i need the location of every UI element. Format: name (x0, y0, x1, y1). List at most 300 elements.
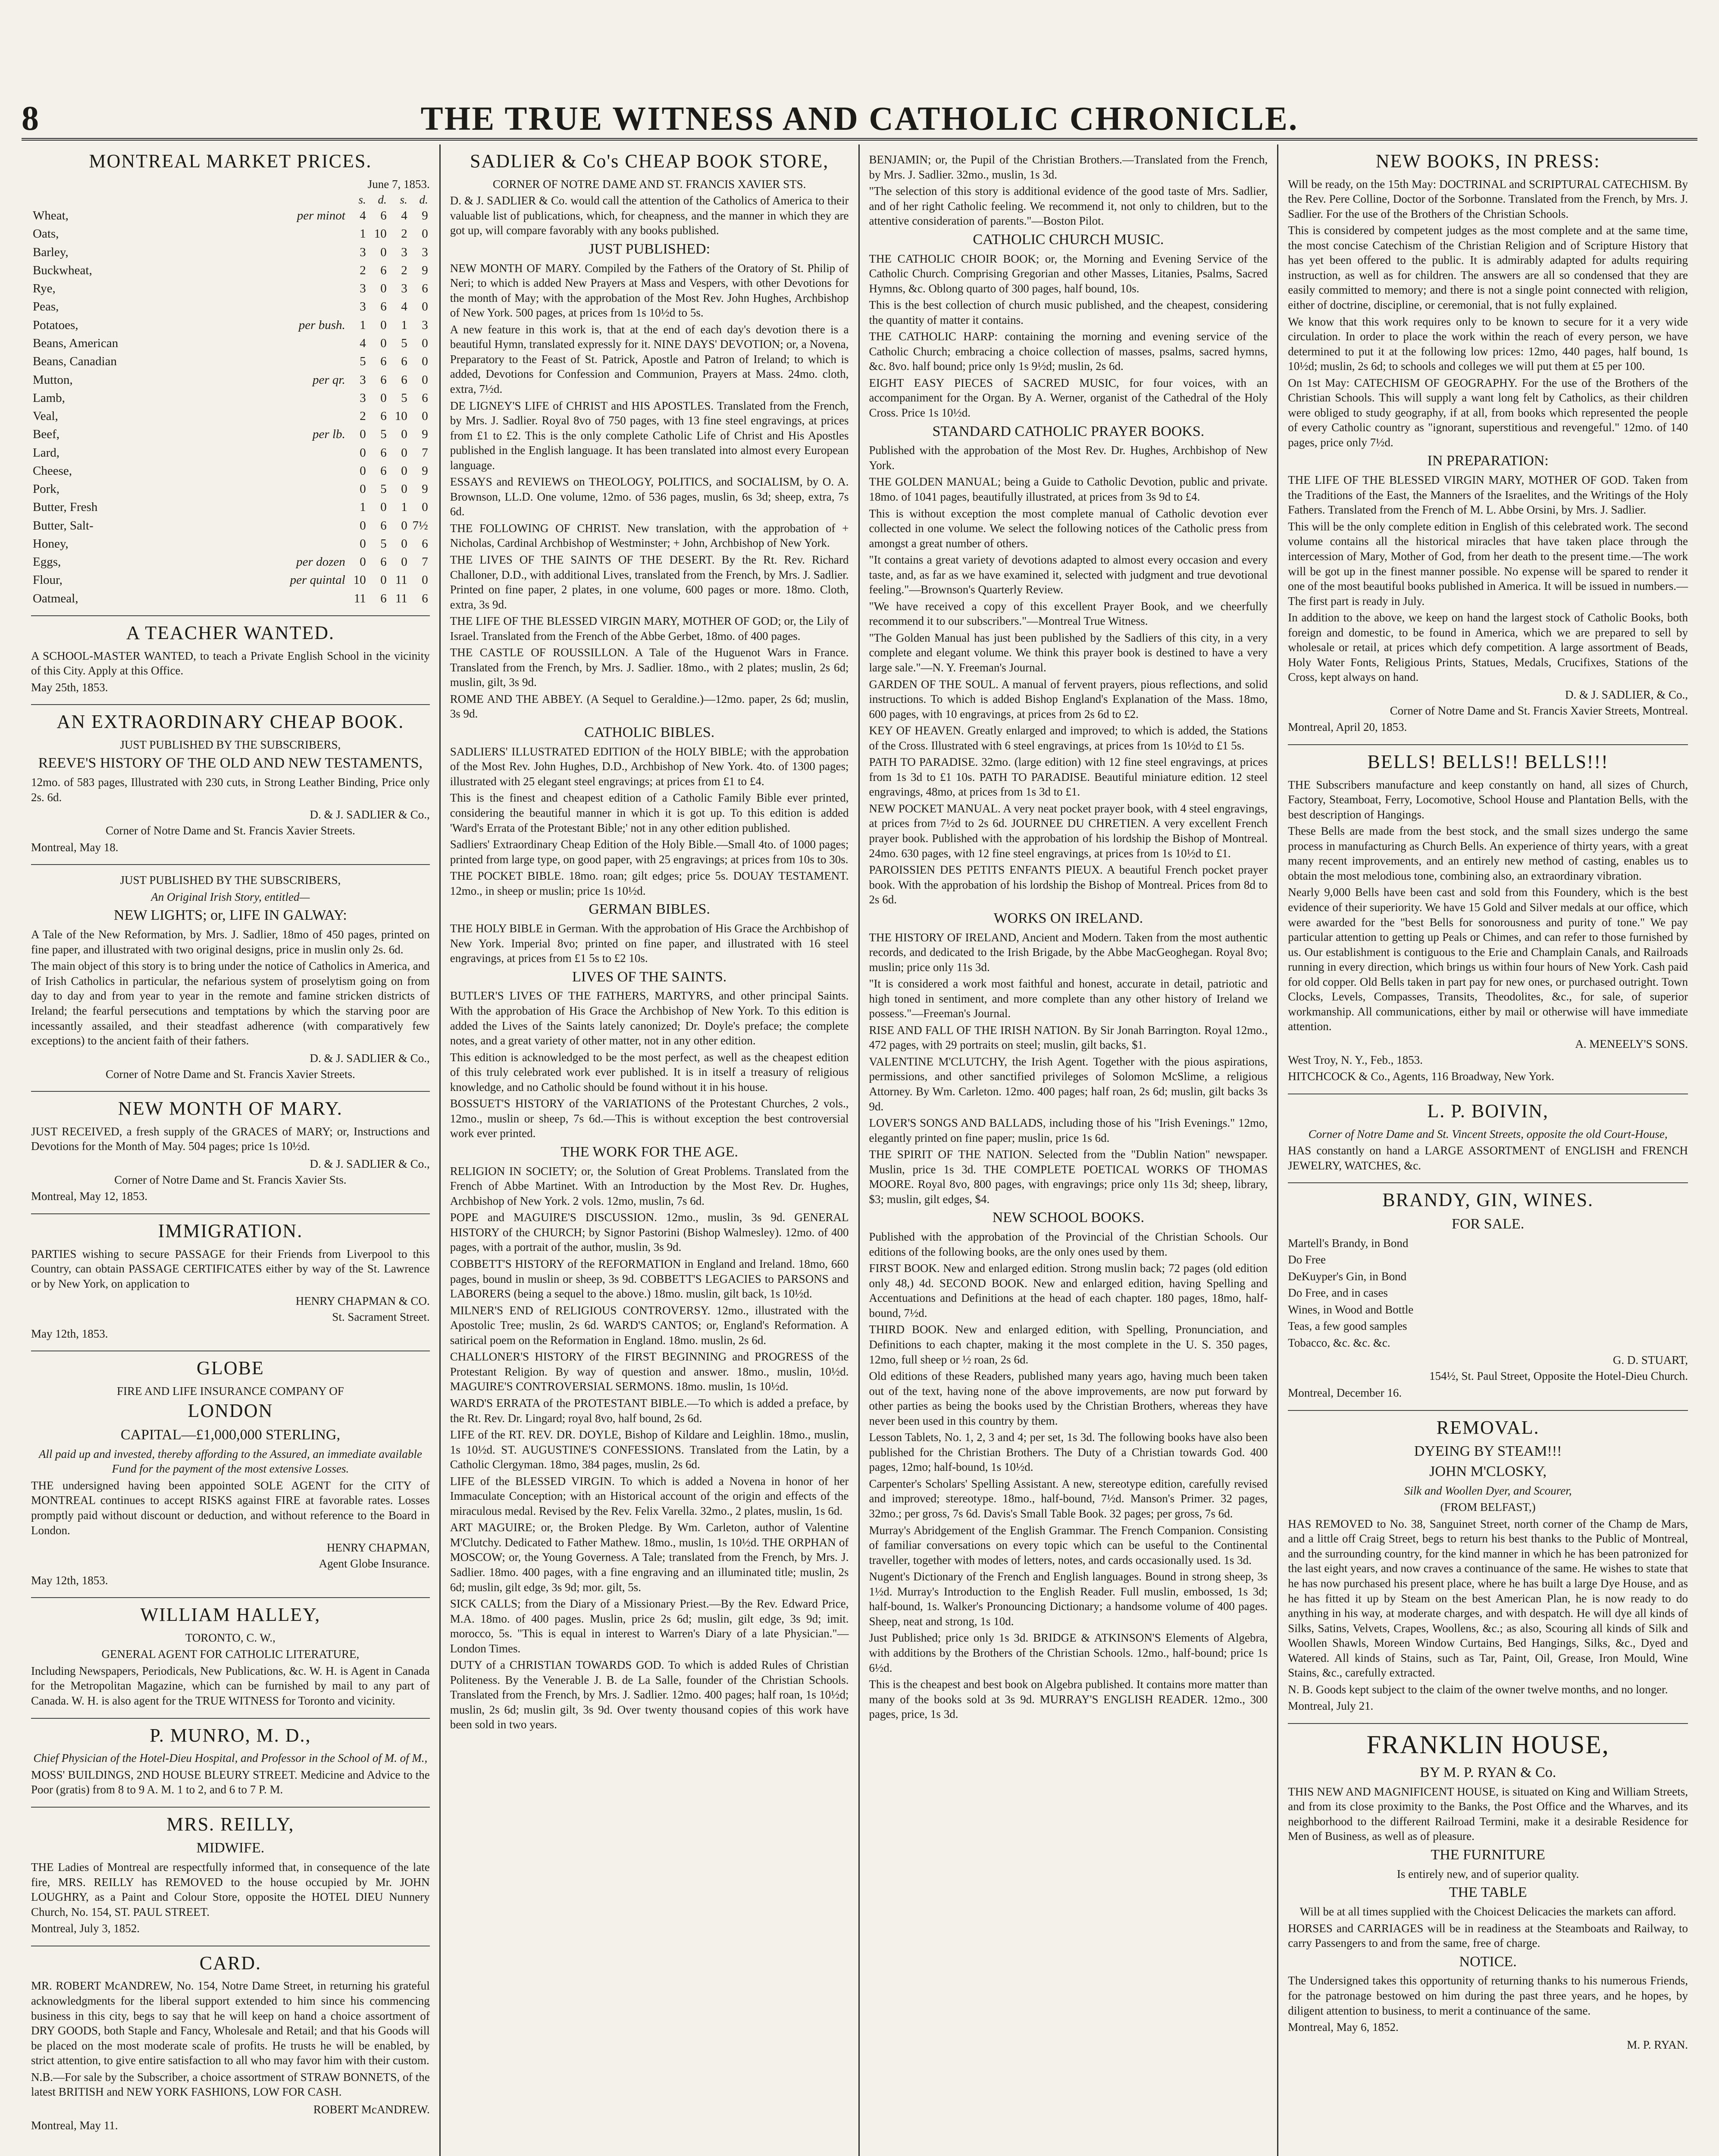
school-books-heading: NEW SCHOOL BOOKS. (992, 1210, 1145, 1226)
immigration-body: PARTIES wishing to secure PASSAGE for their Friends from Liverpool to this Country, can obtain PASSAGE CERTIFICATES either by way of the St. Lawrence or by New York, on application to (31, 1247, 430, 1290)
price-cell-c: 5 (401, 336, 407, 350)
price-cell-b: 5 (380, 482, 387, 496)
press-entry: This is considered by competent judges as the most complete and at the same time, the most concise Catechism of the Christian Religion and of Scripture History that has yet been offered to the public. It is admirably adapted for adults requiring instruction, as well as for children. The answers are all so condensed that they are easily committed to memory; and there is not a single point connected with religion, either of doctrine, discipline, or ceremonial, that is not fully explained. (1288, 224, 1688, 311)
price-row (31, 352, 430, 370)
globe-sub: FIRE AND LIFE INSURANCE COMPANY OF (116, 1384, 344, 1398)
book-entry: Nugent's Dictionary of the French and English languages. Bound in strong sheep, 3s 1½d. Murray's Introduction to the English Reader. Full muslin, embossed, 1s 3d; half-bound, 1s. Walker's Pronouncing Dictionary; a handsome volume of 400 pages. Sheep, neat and strong, 1s 10d. (869, 1570, 1268, 1628)
prep-date: Montreal, April 20, 1853. (1288, 721, 1407, 734)
dyeing-heading: DYEING BY STEAM!!! (1414, 1443, 1562, 1460)
bookstore-intro: D. & J. SADLIER & Co. would call the attention of the Catholics of America to their valuable list of publications, which, for cheapness, and the manner in which they are got up, will compare favorably with any books published. (450, 194, 849, 237)
munro-heading: P. MUNRO, M. D., (150, 1724, 311, 1746)
price-row (31, 517, 430, 535)
price-row (31, 261, 430, 279)
teacher-wanted (31, 616, 430, 705)
card-signature: ROBERT McANDREW. (313, 2103, 430, 2116)
price-cell-item: Wheat, (33, 209, 69, 223)
boivin-body: HAS constantly on hand a LARGE ASSORTMENT of ENGLISH and FRENCH JEWELRY, WATCHES, &c. (1288, 1144, 1688, 1172)
price-cell-b: 0 (380, 336, 387, 350)
month-mary-body: JUST RECEIVED, a fresh supply of the GRACES of MARY; or, Instructions and Devotions for the Month of May. 504 pages; price 1s 10½d. (31, 1125, 430, 1153)
price-cell-c: 0 (401, 555, 407, 569)
price-cell-item: Potatoes, (33, 318, 78, 332)
cheap-book-signature: D. & J. SADLIER & Co., (310, 808, 430, 821)
immigration-signature: HENRY CHAPMAN & CO. (295, 1294, 430, 1308)
globe-note: All paid up and invested, thereby affording to the Assured, an immediate available Fund for the payment of the most extensive Losses. (38, 1447, 422, 1476)
catholic-bibles-heading: CATHOLIC BIBLES. (584, 724, 715, 740)
cheap-book-heading: AN EXTRAORDINARY CHEAP BOOK. (56, 711, 404, 733)
price-cell-unit: per bush. (298, 318, 345, 332)
immigration-address: St. Sacrament Street. (332, 1310, 430, 1324)
price-cell-unit (266, 462, 347, 480)
column-1 (22, 144, 441, 2156)
halley-sub: TORONTO, C. W., (185, 1631, 276, 1644)
price-cell-unit (266, 334, 347, 352)
book-entry: ART MAGUIRE; or, the Broken Pledge. By Wm. Carleton, author of Valentine M'Clutchy. Dedicated to Father Mathew. 18mo., muslin, 1s 10½d. THE ORPHAN of MOSCOW; or, the Young Governess. A Tale; translated from the French, by Mrs. J. Sadlier. 18mo. 400 pages, with a fine engraving and an illuminated title; muslin, 2s 6d; muslin, gilt edge, 3s 9d; mor. gilt, 5s. (450, 1521, 849, 1594)
price-cell-item: Eggs, (33, 555, 61, 569)
immigration-heading: IMMIGRATION. (158, 1220, 303, 1241)
price-cell-a: 3 (360, 282, 366, 296)
month-of-mary-ad (31, 1092, 430, 1214)
cheap-book-date: Montreal, May 18. (31, 840, 119, 854)
price-cell-unit (266, 407, 347, 425)
munro-body: MOSS' BUILDINGS, 2ND HOUSE BLEURY STREET. Medicine and Advice to the Poor (gratis) from 8 to 9 A. M. 1 to 2, and 6 to 7 P. M. (31, 1768, 430, 1796)
brandy-line: Teas, a few good samples (1288, 1319, 1407, 1333)
bookstore-heading: SADLIER & Co's CHEAP BOOK STORE, (470, 150, 829, 172)
teacher-body: A SCHOOL-MASTER WANTED, to teach a Private English School in the vicinity of this City. Apply at this Office. (31, 649, 430, 677)
book-entry: THE CATHOLIC HARP: containing the morning and evening service of the Catholic Church; embracing a choice collection of masses, psalms, sacred hymns, &c. 8vo. half bound; price only 1s 9½d; muslin, 2s 6d. (869, 330, 1268, 373)
unit-header: d. (419, 193, 428, 207)
price-rows (31, 207, 430, 608)
brandy-address: 154½, St. Paul Street, Opposite the Hotel-Dieu Church. (1429, 1369, 1688, 1383)
press-entry: Will be ready, on the 15th May: DOCTRINAL and SCRIPTURAL CATECHISM. By the Rev. Pere Colline, Doctor of the Sorbonne. Translated from the French, by Mrs. J. Sadlier. For the use of the Brothers of the Christian Schools. (1288, 177, 1688, 220)
book-entry: SADLIERS' ILLUSTRATED EDITION of the HOLY BIBLE; with the approbation of the Most Rev. John Hughes, D.D., Archbishop of New York. 4to. of 1300 pages; illustrated with 25 elegant steel engravings; at prices from £1 to £4. (450, 745, 849, 788)
book-entry: Murray's Abridgement of the English Grammar. The French Companion. Consisting of familiar conversations on every topic which can be useful to the Continental traveller, together with modes of letters, notes, and cards occasionally used. 1s 3d. (869, 1523, 1268, 1567)
price-cell-d: 0 (422, 300, 428, 314)
book-entry: Published with the approbation of the Provincial of the Christian Schools. Our editions of the following books, are the only ones used by them. (869, 1230, 1268, 1258)
book-entry: "It is considered a work most faithful and honest, accurate in detail, patriotic and high toned in sentiment, and more complete than any other history of Ireland we possess."—Freeman's Journal. (869, 977, 1268, 1020)
price-cell-c: 0 (401, 518, 407, 533)
new-lights-body: The main object of this story is to bring under the notice of Catholics in America, and of Irish Catholics in particular, the nefarious system of proselytism going on from day to day and from year to year in the remote and famine stricken districts of Ireland; the fearful persecutions and temptations by which the starving poor are incessantly assailed, and their steadfast adherence (with comparatively few exceptions) to the ancient faith of their fathers. (31, 959, 430, 1047)
book-entry: GARDEN OF THE SOUL. A manual of fervent prayers, pious reflections, and solid instructions. To which is added Bishop England's Explanation of the Mass. 18mo, 600 pages, with 10 engravings, at prices from 2s 6d to £2. (869, 677, 1268, 721)
price-cell-c: 4 (401, 300, 407, 314)
month-mary-heading: NEW MONTH OF MARY. (118, 1098, 343, 1119)
book-entry: NEW POCKET MANUAL. A very neat pocket prayer book, with 4 steel engravings, at prices from 7½d to 2s 6d. JOURNEE DU CHRETIEN. A very excellent French prayer book. Published with the approbation of his lordship the Bishop of Montreal. 24mo. 630 pages, with 12 fine steel engravings, at prices from 1s 10½d to £1. (869, 802, 1268, 860)
price-cell-c: 0 (401, 445, 407, 460)
prep-signature: D. & J. SADLIER, & Co., (1565, 688, 1688, 701)
price-row (31, 334, 430, 352)
price-cell-c: 10 (395, 409, 407, 423)
cheap-book-intro: JUST PUBLISHED BY THE SUBSCRIBERS, (120, 738, 341, 751)
price-cell-b: 6 (380, 445, 387, 460)
brandy-sub: FOR SALE. (1452, 1216, 1525, 1232)
book-entry: POPE and MAGUIRE'S DISCUSSION. 12mo., muslin, 3s 9d. GENERAL HISTORY of the CHURCH; by Signor Pastorini (Bishop Walmesley). 12mo. of 400 pages, with a portrait of the author, muslin, 3s 9d. (450, 1211, 849, 1254)
price-cell-a: 4 (360, 209, 366, 223)
notice-heading: NOTICE. (1459, 1953, 1517, 1970)
price-cell-b: 0 (380, 245, 387, 259)
munro-ad (31, 1719, 430, 1808)
price-cell-unit (266, 279, 347, 298)
book-entry: This is the cheapest and best book on Algebra published. It contains more matter than many of the books sold at 3s 9d. MURRAY'S ENGLISH READER. 12mo., 300 pages, price, 1s 3d. (869, 1678, 1268, 1721)
german-bibles-heading: GERMAN BIBLES. (589, 901, 710, 918)
removal-date: Montreal, July 21. (1288, 1699, 1374, 1713)
globe-date: May 12th, 1853. (31, 1573, 108, 1587)
price-cell-d: 7 (422, 445, 428, 460)
brandy-date: Montreal, December 16. (1288, 1386, 1402, 1399)
works-ireland-heading: WORKS ON IRELAND. (993, 910, 1143, 926)
price-cell-unit (266, 298, 347, 316)
columns (22, 144, 1697, 2156)
price-cell-a: 0 (360, 445, 366, 460)
price-cell-d: 6 (422, 591, 428, 605)
franklin-house-ad (1288, 1724, 1688, 2059)
price-cell-d: 3 (422, 318, 428, 332)
price-row (31, 462, 430, 480)
price-cell-a: 2 (360, 263, 366, 277)
price-cell-a: 3 (360, 373, 366, 387)
unit-header: d. (378, 193, 387, 207)
price-cell-item: Beans, Canadian (33, 354, 117, 369)
teacher-date: May 25th, 1853. (31, 680, 108, 694)
halley-ad (31, 1598, 430, 1718)
reilly-date: Montreal, July 3, 1852. (31, 1922, 140, 1935)
book-entry: VALENTINE M'CLUTCHY, the Irish Agent. Together with the pious aspirations, permissions, and other sanctified privileges of Solomon McSlime, a religious Attorney. By Wm. Carleton. 12mo. 400 pages; half roan, 2s 6d; muslin, gilt backs 3s 9d. (869, 1055, 1268, 1113)
month-mary-date: Montreal, May 12, 1853. (31, 1190, 147, 1203)
price-cell-item: Oatmeal, (33, 591, 78, 605)
price-row (31, 316, 430, 334)
bookstore-sub: CORNER OF NOTRE DAME AND ST. FRANCIS XAVIER STS. (492, 177, 806, 191)
price-row (31, 371, 430, 389)
price-row (31, 407, 430, 425)
book-entry: NEW MONTH OF MARY. Compiled by the Fathers of the Oratory of St. Philip of Neri; to which is added New Prayers at Mass and Vespers, with other Devotions for the month of May; with the approbation of the Most Rev. John Hughes, Archbishop of New York. 500 pages, at prices from 1s 10½d to 5s. (450, 261, 849, 320)
price-cell-a: 3 (360, 245, 366, 259)
price-cell-item: Veal, (33, 409, 58, 423)
price-cell-a: 3 (360, 300, 366, 314)
book-entry: Just Published; price only 1s 3d. BRIDGE & ATKINSON'S Elements of Algebra, with additions by the Brothers of the Christian Schools. 12mo., half-bound; price 1s 6½d. (869, 1631, 1268, 1674)
card-heading: CARD. (199, 1952, 261, 1974)
book-entry: LOVER'S SONGS AND BALLADS, including those of his "Irish Evenings." 12mo, elegantly printed on fine paper; muslin, price 1s 6d. (869, 1116, 1268, 1144)
price-cell-a: 0 (360, 536, 366, 551)
card-body: MR. ROBERT McANDREW, No. 154, Notre Dame Street, in returning his grateful acknowledgments for the liberal support extended to him since his commencing business in this city, begs to say that he will keep on hand a choice assortment of DRY GOODS, both Staple and Fancy, Wholesale and Retail; and that his Goods will be placed on the most moderate scale of profits. He trusts he will be enabled, by strict attention, to give entire satisfaction to all who may favor him with their custom. (31, 1979, 430, 2067)
franklin-heading: FRANKLIN HOUSE, (1366, 1730, 1609, 1759)
price-row (31, 225, 430, 243)
price-cell-b: 6 (380, 354, 387, 369)
price-cell-c: 0 (401, 482, 407, 496)
price-row (31, 279, 430, 298)
globe-heading: GLOBE (197, 1357, 264, 1379)
bells-date: West Troy, N. Y., Feb., 1853. (1288, 1053, 1423, 1066)
price-cell-c: 2 (401, 227, 407, 241)
book-entry: THE HISTORY OF IRELAND, Ancient and Modern. Taken from the most authentic records, and dedicated to the Irish Brigade, by the Abbe MacGeoghegan. Royal 8vo; muslin; price only 11s 3d. (869, 931, 1268, 974)
book-entry: THE GOLDEN MANUAL; being a Guide to Catholic Devotion, public and private. 18mo. of 1041 pages, beautifully illustrated, at prices from 3s 9d to £4. (869, 475, 1268, 503)
price-cell-d: 0 (422, 573, 428, 587)
price-cell-c: 1 (401, 318, 407, 332)
page-number: 8 (22, 100, 39, 138)
removal-heading: REMOVAL. (1436, 1416, 1540, 1438)
price-cell-b: 6 (380, 209, 387, 223)
book-entry: WARD'S ERRATA of the PROTESTANT BIBLE.—To which is added a preface, by the Rt. Rev. Dr. Lingard; royal 8vo, half bound, 2s 6d. (450, 1396, 849, 1425)
teacher-heading: A TEACHER WANTED. (126, 622, 335, 643)
book-entry: This is the best collection of church music published, and the cheapest, considering the quantity of matter it contains. (869, 298, 1268, 326)
price-cell-unit (266, 535, 347, 553)
price-cell-item: Butter, Fresh (33, 500, 98, 514)
price-cell-c: 2 (401, 263, 407, 277)
book-entry: Sadliers' Extraordinary Cheap Edition of the Holy Bible.—Small 4to. of 1000 pages; printed from large type, on good paper, with 25 engravings; at prices from 10s to 30s. (450, 838, 849, 866)
price-cell-a: 2 (360, 409, 366, 423)
price-cell-c: 6 (401, 354, 407, 369)
price-cell-unit: per qr. (313, 373, 345, 387)
new-lights-body: A Tale of the New Reformation, by Mrs. J. Sadlier, 18mo of 450 pages, printed on fine paper, and illustrated with two original designs, price in muslin only 2s. 6d. (31, 928, 430, 956)
price-cell-item: Flour, (33, 573, 63, 587)
price-row (31, 298, 430, 316)
book-entry: This edition is acknowledged to be the most perfect, as well as the cheapest edition of this truly celebrated work ever published. It is in itself a treasury of religious knowledge, and no Catholic should be found without it in his house. (450, 1050, 849, 1094)
price-cell-a: 3 (360, 391, 366, 405)
price-cell-d: 9 (422, 464, 428, 478)
book-entry: THE CASTLE OF ROUSSILLON. A Tale of the Huguenot Wars in France. Translated from the French, by Mrs. J. Sadlier. 18mo., with 2 plates; muslin, 2s 6d; muslin, gilt, 3s 9d. (450, 646, 849, 689)
book-entry: THE POCKET BIBLE. 18mo. roan; gilt edges; price 5s. DOUAY TESTAMENT. 12mo., in sheep or muslin; price 1s 10½d. (450, 869, 849, 897)
price-cell-c: 0 (401, 427, 407, 442)
new-lights-intro: JUST PUBLISHED BY THE SUBSCRIBERS, (120, 874, 341, 887)
franklin-body: THIS NEW AND MAGNIFICENT HOUSE, is situated on King and William Streets, and from its close proximity to the Banks, the Post Office and the Wharves, and its neighborhood to the different Railroad Termini, make it a desirable Residence for Men of Business, as well as of pleasure. (1288, 1785, 1688, 1843)
price-cell-unit: per lb. (313, 427, 345, 442)
franklin-signature: M. P. RYAN. (1627, 2038, 1688, 2051)
price-cell-item: Lard, (33, 445, 59, 460)
book-entry: "We have received a copy of this excellent Prayer Book, and we cheerfully recommend it to our subscribers."—Montreal True Witness. (869, 599, 1268, 628)
book-entry: ROME AND THE ABBEY. (A Sequel to Geraldine.)—12mo. paper, 2s 6d; muslin, 3s 9d. (450, 692, 849, 721)
cheap-book-title: REEVE'S HISTORY OF THE OLD AND NEW TESTAMENTS, (38, 755, 423, 771)
price-cell-b: 0 (380, 500, 387, 514)
price-cell-b: 6 (380, 518, 387, 533)
munro-sub: Chief Physician of the Hotel-Dieu Hospital, and Professor in the School of M. of M., (33, 1752, 428, 1765)
price-cell-a: 0 (360, 555, 366, 569)
price-cell-a: 0 (360, 482, 366, 496)
book-entry: "The selection of this story is additional evidence of the good taste of Mrs. Sadlier, and of her right Catholic feeling. We recommend it, not only to children, but to the attentive consideration of parents."—Boston Pilot. (869, 185, 1268, 228)
sadlier-bookstore-ad (450, 144, 849, 1742)
church-music-heading: CATHOLIC CHURCH MUSIC. (973, 231, 1164, 248)
boivin-sub: Corner of Notre Dame and St. Vincent Streets, opposite the old Court-House, (1308, 1127, 1668, 1141)
reilly-body: THE Ladies of Montreal are respectfully informed that, in consequence of the late fire, MRS. REILLY has REMOVED to the house occupied by Mr. JOHN LOUGHRY, as a Paint and Colour Store, opposite the HOTEL DIEU Nunnery Church, No. 154, ST. PAUL STREET. (31, 1861, 430, 1918)
price-cell-b: 6 (380, 373, 387, 387)
price-cell-b: 0 (380, 318, 387, 332)
furniture-text: Is entirely new, and of superior quality. (1396, 1867, 1579, 1880)
price-cell-item: Beans, American (33, 336, 119, 350)
new-lights-signature: D. & J. SADLIER & Co., (310, 1051, 430, 1065)
price-cell-unit (266, 517, 347, 535)
price-cell-unit (266, 389, 347, 407)
brandy-signature: G. D. STUART, (1613, 1354, 1688, 1367)
price-cell-b: 6 (380, 555, 387, 569)
price-cell-c: 0 (401, 536, 407, 551)
immigration-date: May 12th, 1853. (31, 1327, 108, 1340)
boivin-ad (1288, 1094, 1688, 1183)
brandy-line: Tobacco, &c. &c. &c. (1288, 1336, 1390, 1349)
price-cell-b: 6 (380, 409, 387, 423)
price-cell-unit (266, 498, 347, 516)
price-cell-d: 0 (422, 227, 428, 241)
price-row (31, 589, 430, 608)
masthead (22, 86, 1697, 141)
price-cell-item: Rye, (33, 282, 56, 296)
dyer-from: (FROM BELFAST,) (1440, 1501, 1536, 1514)
dyer-trade: Silk and Woollen Dyer, and Scourer, (1404, 1484, 1572, 1497)
newspaper-title: THE TRUE WITNESS AND CATHOLIC CHRONICLE. (420, 100, 1299, 137)
price-cell-d: 0 (422, 409, 428, 423)
price-cell-d: 0 (422, 500, 428, 514)
reilly-heading: MRS. REILLY, (166, 1813, 294, 1835)
price-cell-d: 6 (422, 536, 428, 551)
globe-insurance-ad (31, 1351, 430, 1598)
book-entry: THE LIVES OF THE SAINTS OF THE DESERT. By the Rt. Rev. Richard Challoner, D.D., with additional Lives, translated from the French, by Mrs. J. Sadlier. Printed on fine paper, 2 plates, in one volume, 600 pages or more. 18mo. Cloth, extra, 3s 9d. (450, 553, 849, 611)
book-entry: THE FOLLOWING OF CHRIST. New translation, with the approbation of + Nicholas, Cardinal Archbishop of Westminster; + John, Archbishop of New York. (450, 521, 849, 550)
column-2 (441, 144, 860, 2156)
globe-signature: HENRY CHAPMAN, (326, 1541, 430, 1554)
price-cell-d: 9 (422, 263, 428, 277)
prayer-books-heading: STANDARD CATHOLIC PRAYER BOOKS. (932, 423, 1205, 439)
price-cell-c: 1 (401, 500, 407, 514)
just-published-heading: JUST PUBLISHED: (589, 241, 711, 257)
price-cell-d: 0 (422, 336, 428, 350)
cheap-book-ad (31, 705, 430, 865)
brandy-line: Martell's Brandy, in Bond (1288, 1236, 1409, 1250)
price-cell-unit (266, 225, 347, 243)
book-entry: ESSAYS and REVIEWS on THEOLOGY, POLITICS, and SOCIALISM, by O. A. Brownson, LL.D. One volume, 12mo. of 536 pages, muslin, 6s 3d; sheep, extra, 7s 6d. (450, 475, 849, 518)
bells-heading: BELLS! BELLS!! BELLS!!! (1367, 751, 1609, 772)
bells-agent: HITCHCOCK & Co., Agents, 116 Broadway, New York. (1288, 1070, 1554, 1083)
brandy-line: Do Free (1288, 1253, 1326, 1266)
press-heading: NEW BOOKS, IN PRESS: (1375, 150, 1600, 172)
immigration-ad (31, 1214, 430, 1351)
price-cell-a: 4 (360, 336, 366, 350)
book-entry: DE LIGNEY'S LIFE of CHRIST and HIS APOSTLES. Translated from the French, by Mrs. J. Sadlier. Royal 8vo of 750 pages, with 13 fine steel engravings, at prices from £1 to £2. This is the only complete Catholic Life of Christ and His Apostles published in the English language. It has been translated into almost every European language. (450, 399, 849, 472)
price-cell-unit (266, 444, 347, 462)
price-row (31, 535, 430, 553)
franklin-sub: BY M. P. RYAN & Co. (1420, 1764, 1556, 1780)
book-entry: DUTY of a CHRISTIAN TOWARDS GOD. To which is added Rules of Christian Politeness. By the Venerable J. B. de La Salle, founder of the Christian Schools. Translated from the French, by Mrs. J. Sadlier. 12mo. 400 pages; half roan, 1s 10½d; muslin, 2s 6d; muslin gilt, 3s 9d. Over twenty thousand copies of this work have been sold in two years. (450, 1658, 849, 1731)
price-row (31, 553, 430, 571)
price-cell-a: 11 (354, 591, 366, 605)
price-row (31, 425, 430, 443)
price-cell-d: 7½ (412, 518, 428, 533)
card-ad (31, 1946, 430, 2143)
price-cell-b: 0 (380, 573, 387, 587)
price-cell-d: 9 (422, 482, 428, 496)
price-cell-a: 0 (360, 518, 366, 533)
globe-capital: CAPITAL—£1,000,000 STERLING, (120, 1427, 340, 1443)
brandy-line: DeKuyper's Gin, in Bond (1288, 1269, 1407, 1283)
book-entry: THE SPIRIT OF THE NATION. Selected from the "Dublin Nation" newspaper. Muslin, price 1s 3d. THE COMPLETE POETICAL WORKS OF THOMAS MOORE. Royal 8vo, 800 pages, with engravings; price only 11s 3d; sheep, library, $3; muslin, gilt edges, $4. (869, 1148, 1268, 1206)
book-entry: Lesson Tablets, No. 1, 2, 3 and 4; per set, 1s 3d. The following books have also been published for the Christian Brothers. The Duty of a Christian towards God. 400 pages, 12mo; half-bound, 1s 10½d. (869, 1431, 1268, 1474)
prep-entry: This will be the only complete edition in English of this celebrated work. The second volume contains all the historical miracles that have taken place through the intercession of Mary, Mother of God, from her death to the present time.—The work will be got up in the finest manner possible. No expense will be spared to render it one of the most beautiful books published in America. It will be issued in numbers.—The first part is ready in July. (1288, 520, 1688, 608)
lives-saints-heading: LIVES OF THE SAINTS. (572, 968, 727, 985)
price-cell-c: 3 (401, 245, 407, 259)
book-entry: A new feature in this work is, that at the end of each day's devotion there is a beautiful Hymn, translated expressly for it. NINE DAYS' DEVOTION; or, a Novena, Preparatory to the Feast of St. Patrick, Apostle and Patron of Ireland; to which is added, Devotions for Confession and Communion, Prayers at Mass. 24mo. cloth, extra, 7½d. (450, 323, 849, 395)
prep-address: Corner of Notre Dame and St. Francis Xavier Streets, Montreal. (1390, 704, 1688, 717)
price-cell-d: 6 (422, 282, 428, 296)
price-cell-d: 6 (422, 391, 428, 405)
price-cell-item: Lamb, (33, 391, 65, 405)
price-cell-item: Oats, (33, 227, 59, 241)
price-cell-a: 1 (360, 500, 366, 514)
book-entry: LIFE of the BLESSED VIRGIN. To which is added a Novena in honor of her Immaculate Conception; with an Historical account of the origin and effects of the miraculous medal. Revised by the Rev. Felix Varella. 32mo., 2 plates, muslin, 1s 6d. (450, 1474, 849, 1517)
furniture-heading: THE FURNITURE (1431, 1846, 1545, 1863)
price-cell-b: 0 (380, 282, 387, 296)
price-cell-unit: per quintal (290, 573, 345, 587)
price-cell-item: Cheese, (33, 464, 72, 478)
book-entry: "The Golden Manual has just been published by the Sadliers of this city, in a very complete and elegant volume. We think this prayer book is destined to have a very large sale."—N. Y. Freeman's Journal. (869, 631, 1268, 674)
market-date: June 7, 1853. (367, 177, 430, 191)
brandy-line: Wines, in Wood and Bottle (1288, 1303, 1414, 1316)
price-cell-a: 1 (360, 227, 366, 241)
price-cell-c: 6 (401, 373, 407, 387)
market-prices (31, 144, 430, 616)
price-cell-b: 6 (380, 591, 387, 605)
price-cell-unit: per minot (297, 209, 345, 223)
book-entry: Published with the approbation of the Most Rev. Dr. Hughes, Archbishop of New York. (869, 444, 1268, 472)
price-row (31, 444, 430, 462)
new-lights-title: NEW LIGHTS; or, LIFE IN GALWAY: (114, 907, 347, 924)
price-cell-item: Peas, (33, 300, 59, 314)
price-cell-a: 5 (360, 354, 366, 369)
book-entry: PAROISSIEN DES PETITS ENFANTS PIEUX. A beautiful French pocket prayer book. With the approbation of his lordship the Bishop of Montreal. Prices from 8d to 2s 6d. (869, 863, 1268, 906)
book-entry: THIRD BOOK. New and enlarged edition, with Spelling, Pronunciation, and Definitions to each chapter, making it the most complete in the U. S. 350 pages, 12mo, full sheep or ½ roan, 2s 6d. (869, 1323, 1268, 1366)
unit-header: s. (358, 193, 366, 207)
price-table (31, 193, 430, 608)
price-cell-c: 4 (401, 209, 407, 223)
price-cell-c: 0 (401, 464, 407, 478)
price-cell-d: 0 (422, 354, 428, 369)
dyer-name: JOHN M'CLOSKY, (1429, 1463, 1547, 1479)
book-entry: KEY OF HEAVEN. Greatly enlarged and improved; to which is added, the Stations of the Cross. Illustrated with 6 steel engravings, at prices from 1s 10½d to £1 5s. (869, 724, 1268, 752)
book-entry: BOSSUET'S HISTORY of the VARIATIONS of the Protestant Churches, 2 vols., 12mo., muslin or sheep, 7s 6d.—This is without exception the best controversial work ever printed. (450, 1097, 849, 1140)
price-cell-item: Barley, (33, 245, 69, 259)
book-entry: This is without exception the most complete manual of Catholic devotion ever collected in one volume. We select the following notices of the Catholic press from amongst a great number of others. (869, 507, 1268, 550)
removal-body: HAS REMOVED to No. 38, Sanguinet Street, north corner of the Champ de Mars, and a little off Craig Street, begs to return his best thanks to the Public of Montreal, and the surrounding country, for the kind manner in which he has been patronized for the last eight years, and now craves a continuance of the same. He wishes to state that he has now purchased his present place, where he has built a large Dye House, and as he has fitted it up by Steam on the best American Plan, he is now ready to do anything in his way, at moderate charges, and with despatch. He will dye all kinds of Silks, Satins, Velvets, Crapes, Woollens, &c.; as also, Scouring all kinds of Silk and Woollen Shawls, Moreen Window Curtains, Bed Hangings, Silks, &c., Dyed and Watered. All kinds of Stains, such as Tar, Paint, Oil, Grease, Iron Mould, Wine Stains, &c., carefully extracted. (1288, 1517, 1688, 1680)
work-for-age-heading: THE WORK FOR THE AGE. (560, 1144, 738, 1160)
book-entry: BUTLER'S LIVES OF THE FATHERS, MARTYRS, and other principal Saints. With the approbation of His Grace the Archbishop of New York. To this edition is added the Lives of the Saints lately canonized; Dr. Doyle's preface; the complete notes, and a great variety of other matter, not in any other edition. (450, 989, 849, 1047)
franklin-date: Montreal, May 6, 1852. (1288, 2021, 1399, 2034)
price-cell-item: Pork, (33, 482, 60, 496)
price-cell-unit (266, 261, 347, 279)
book-entry: "It contains a great variety of devotions adapted to almost every occasion and every taste, and, as far as we have examined it, selected with judgment and true devotional feeling."—Brownson's Quarterly Review. (869, 553, 1268, 596)
price-cell-c: 5 (401, 391, 407, 405)
price-cell-b: 5 (380, 427, 387, 442)
book-entry: THE CATHOLIC CHOIR BOOK; or, the Morning and Evening Service of the Catholic Church. Comprising Gregorian and other Masses, Litanies, Psalms, Sacred Hymns, &c. Oblong quarto of 300 pages, half bound, 10s. (869, 252, 1268, 295)
globe-city: LONDON (188, 1400, 273, 1422)
book-entry: RISE AND FALL OF THE IRISH NATION. By Sir Jonah Barrington. Royal 12mo., 472 pages, with 29 portraits on steel; muslin, gilt backs, $1. (869, 1023, 1268, 1052)
price-row (31, 207, 430, 225)
horses-text: HORSES and CARRIAGES will be in readiness at the Steamboats and Railway, to carry Passengers to and from the same, free of charge. (1288, 1921, 1688, 1950)
market-heading: MONTREAL MARKET PRICES. (89, 150, 372, 172)
prep-entry: In addition to the above, we keep on hand the largest stock of Catholic Books, both foreign and domestic, to be found in America, which we are prepared to sell by wholesale or retail, at prices which defy competition. A large assortment of Beads, Holy Water Fonts, Religious Prints, Statues, Medals, Crucifixes, Stations of the Cross, kept always on hand. (1288, 611, 1688, 684)
price-cell-d: 0 (422, 373, 428, 387)
table-heading: THE TABLE (1449, 1884, 1527, 1901)
price-cell-unit (266, 589, 347, 608)
removal-ad (1288, 1411, 1688, 1724)
price-cell-item: Beef, (33, 427, 59, 442)
bells-body: Nearly 9,000 Bells have been cast and sold from this Foundery, which is the best evidence of their superiority. We have 15 Gold and Silver medals at our office, which were awarded for the "best Bells for sonorousness and purity of tone." We pay particular attention to getting up Peals or Chimes, and can refer to those furnished by us. Our establishment is contiguous to the Erie and Champlain Canals, and Railroads running in every direction, which brings us within four hours of New York. Cash paid for old copper. Old Bells taken in part pay for new ones, or purchased outright. Town Clocks, Levels, Compasses, Transits, Theodolites, &c., for sale, of superior workmanship. All communications, either by mail or otherwise will have immediate attention. (1288, 886, 1688, 1033)
book-entry: COBBETT'S HISTORY of the REFORMATION in England and Ireland. 18mo, 660 pages, bound in muslin or sheep, 3s 9d. COBBETT'S LEGACIES to PARSONS and LABORERS (being a sequel to the above.) 18mo. muslin, gilt back, 1s 10½d. (450, 1257, 849, 1300)
halley-body: Including Newspapers, Periodicals, New Publications, &c. W. H. is Agent in Canada for the Metropolitan Magazine, which can be furnished by mail to any part of Canada. W. H. is also agent for the TRUE WITNESS for Toronto and vicinity. (31, 1664, 430, 1707)
price-cell-b: 6 (380, 464, 387, 478)
new-lights-ad (31, 865, 430, 1092)
halley-heading: WILLIAM HALLEY, (140, 1604, 321, 1626)
sadlier-continued (869, 144, 1268, 1731)
book-entry: Old editions of these Readers, published many years ago, having much been taken out of the text, having none of the above improvements, are now put forward by other parties as being the books used by the Christian Brothers, whereas they have never been used in this country by them. (869, 1369, 1268, 1427)
card-note: N.B.—For sale by the Subscriber, a choice assortment of STRAW BONNETS, of the latest BRITISH and NEW YORK FASHIONS, LOW FOR CASH. (31, 2070, 430, 2099)
month-mary-address: Corner of Notre Dame and St. Francis Xavier Sts. (114, 1173, 347, 1186)
price-cell-c: 11 (395, 573, 407, 587)
price-cell-unit (266, 480, 347, 498)
halley-sub2: GENERAL AGENT FOR CATHOLIC LITERATURE, (101, 1648, 360, 1661)
bells-body: THE Subscribers manufacture and keep constantly on hand, all sizes of Church, Factory, Steamboat, Ferry, Locomotive, School House and Plantation Bells, with the best description of Hangings. (1288, 778, 1688, 821)
